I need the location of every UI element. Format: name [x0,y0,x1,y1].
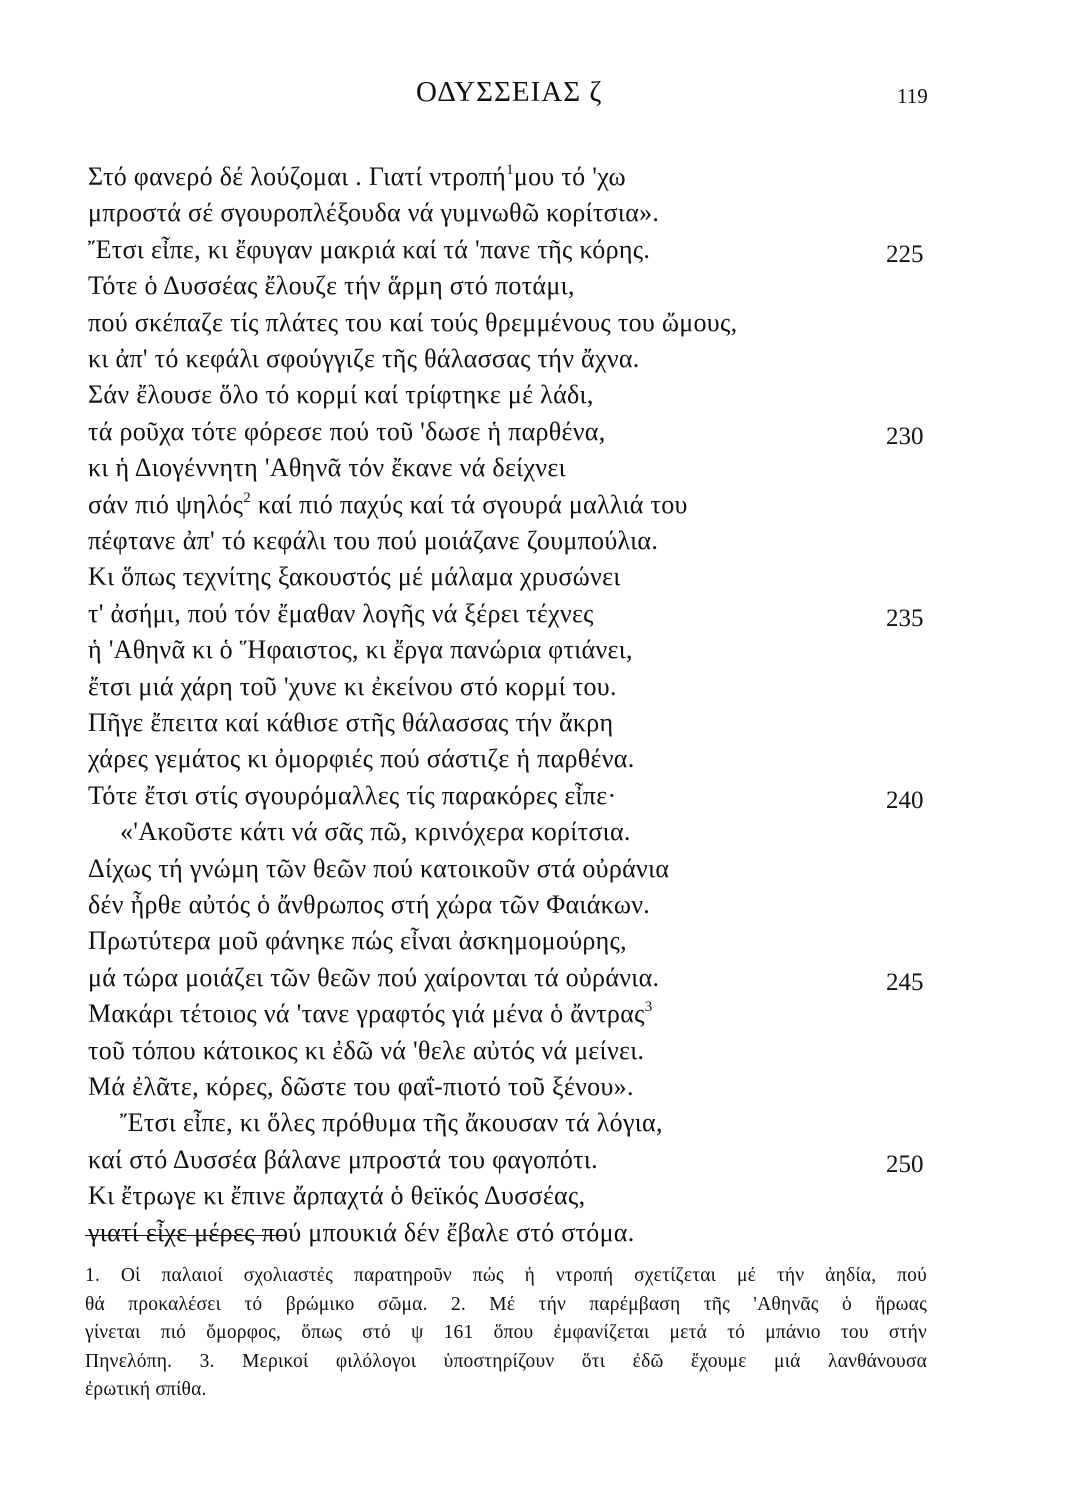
verse-text: Δίχως τή γνώμη τῶν θεῶν πού κατοικοῦν στά οὐράνια [88,853,670,883]
verse-text: Κι ἔτρωγε κι ἔπινε ἄρπαχτά ὁ θεϊκός Δυσσέας, [88,1181,586,1211]
verse-text: τοῦ τόπου κάτοικος κι ἐδῶ νά 'θελε αὐτός νά μείνει. [88,1035,645,1065]
verse-text: Ἔτσι εἶπε, κι ἔφυγαν μακριά καί τά 'πανε τῆς κόρης. [88,234,651,264]
verse-text: Πρωτύτερα μοῦ φάνηκε πώς εἶναι ἀσκημομούρης, [88,926,627,956]
footnote-marker: 2 [243,489,252,506]
verse-line [88,522,658,560]
verse-line [88,1032,644,1070]
verse-text: Πῆγε ἔπειτα καί κάθισε στῆς θάλασσας τήν ἄκρη [88,708,614,737]
verse-line [88,1141,598,1179]
verse-line [88,231,650,269]
line-number: 225 [886,240,924,268]
page-number: 119 [897,84,928,108]
verse-text: δέν ἦρθε αὐτός ὁ ἄνθρωπος στή χώρα τῶν Φαιάκων. [88,890,651,919]
verse-line [88,850,669,888]
verse-text: χάρες γεμάτος κι ὀμορφιές πού σάστιζε ἡ παρθένα. [88,744,635,774]
verse-line [88,194,659,232]
verse-text: κι ἡ Διογέννητη 'Αθηνᾶ τόν ἔκανε νά δείχνει [88,453,566,483]
verse-line [88,1214,635,1252]
verse-line [120,1104,663,1142]
verse-text: Ἔτσι εἶπε, κι ὅλες πρόθυμα τῆς ἄκουσαν τά λόγια, [120,1108,663,1138]
verse-line [88,158,626,196]
verse-text: τ' ἀσήμι, πού τόν ἔμαθαν λογῆς νά ξέρει τέχνες [88,598,594,628]
verse-line [88,558,621,596]
line-number: 250 [886,1150,924,1178]
line-number: 240 [886,786,924,814]
footnote-line: Πηνελόπη. 3. Μερικοί φιλόλογοι ὑποστηρίζουν ὅτι ἐδῶ ἔχουμε μιά λανθάνουσα [85,1350,927,1372]
verse-text: σάν πιό ψηλός [88,489,244,519]
line-number: 245 [886,968,924,996]
footnote-marker: 1 [506,162,514,178]
verse-text: Τότε ἔτσι στίς σγουρόμαλλες τίς παρακόρες εἶπε· [88,780,617,810]
verse-line [88,267,575,305]
verse-line [88,304,737,342]
verse-line [88,704,613,742]
verse-text: ἔτσι μιά χάρη τοῦ 'χυνε κι ἐκείνου στό κορμί του. [88,671,617,701]
running-title: ΟΔΥΣΣΕΙΑΣ ζ [416,76,603,108]
verse-text: τά ροῦχα τότε φόρεσε πού τοῦ 'δωσε ἡ παρθένα, [88,416,606,446]
footnote-line: ἐρωτική σπίθα. [85,1379,207,1400]
verse-line [88,886,650,924]
verse-line [88,376,594,414]
verse-text: Στό φανερό δέ λούζομαι . Γιατί ντροπή [88,162,507,191]
verse-line [120,813,631,851]
verse-line [88,631,633,669]
verse-text: Μά ἐλᾶτε, κόρες, δῶστε του φαΐ-πιοτό τοῦ ξένου». [88,1072,634,1101]
verse-line [88,922,627,960]
verse-text: ἡ 'Αθηνᾶ κι ὁ Ἥφαιστος, κι ἔργα πανώρια φτιάνει, [88,635,633,665]
verse-text: Σάν ἔλουσε ὅλο τό κορμί καί τρίφτηκε μέ λάδι, [88,380,594,410]
verse-text: Κι ὅπως τεχνίτης ξακουστός μέ μάλαμα χρυσώνει [88,562,621,592]
verse-line [88,413,606,451]
verse-text: Μακάρι τέτοιος νά 'τανε γραφτός γιά μένα ὁ ἄντρας [88,999,645,1029]
verse-line [88,1177,585,1215]
footnote-divider [85,1235,285,1236]
verse-line [88,959,659,997]
verse-line [88,668,617,706]
footnote-line: θά προκαλέσει τό βρώμικο σῶμα. 2. Μέ τήν παρέμβαση τῆς 'Αθηνᾶς ὁ ἥρωας [85,1293,927,1315]
verse-text: πέφτανε ἀπ' τό κεφάλι του πού μοιάζανε ζουμπούλια. [88,526,659,555]
verse-text: «'Ακοῦστε κάτι νά σᾶς πῶ, κρινόχερα κορίτσια. [120,817,631,847]
verse-text: κι ἀπ' τό κεφάλι σφούγγιζε τῆς θάλασσας τήν ἄχνα. [88,344,640,373]
footnote-line: 1. Οἱ παλαιοί σχολιαστές παρατηροῦν πώς ἡ ντροπή σχετίζεται μέ τήν ἀηδία, πού [85,1265,927,1286]
footnote-marker: 3 [644,999,653,1016]
page-header [0,76,1085,116]
verse-text: Τότε ὁ Δυσσέας ἔλουζε τήν ἅρμη στό ποτάμι, [88,271,575,301]
verse-line [88,777,616,815]
verse-text: γιατί εἶχε μέρες πού μπουκιά δέν ἔβαλε στό στόμα. [88,1217,635,1247]
verse-text-after: καί πιό παχύς καί τά σγουρά μαλλιά του [251,489,688,519]
line-number: 230 [886,422,924,450]
verse-line [88,486,688,524]
verse-text: πού σκέπαζε τίς πλάτες του καί τούς θρεμμένους του ὤμους, [88,307,738,337]
verse-line [88,449,566,487]
footnote-line: γίνεται πιό ὄμορφος, ὅπως στό ψ 161 ὅπου ἐμφανίζεται μετά τό μπάνιο του στήν [85,1322,927,1343]
verse-line [88,740,635,778]
verse-text: καί στό Δυσσέα βάλανε μπροστά του φαγοπότι. [88,1144,598,1174]
line-number: 235 [886,604,924,632]
verse-text: μπροστά σέ σγουροπλέξουδα νά γυμνωθῶ κορίτσια». [88,198,660,228]
verse-line [88,995,653,1033]
verse-line [88,340,640,378]
verse-line [88,595,594,633]
verse-text-after: μου τό 'χω [513,162,626,191]
verse-line [88,1068,634,1106]
footnotes [85,1262,927,1405]
verse-text: μά τώρα μοιάζει τῶν θεῶν πού χαίρονται τά οὐράνια. [88,962,660,992]
